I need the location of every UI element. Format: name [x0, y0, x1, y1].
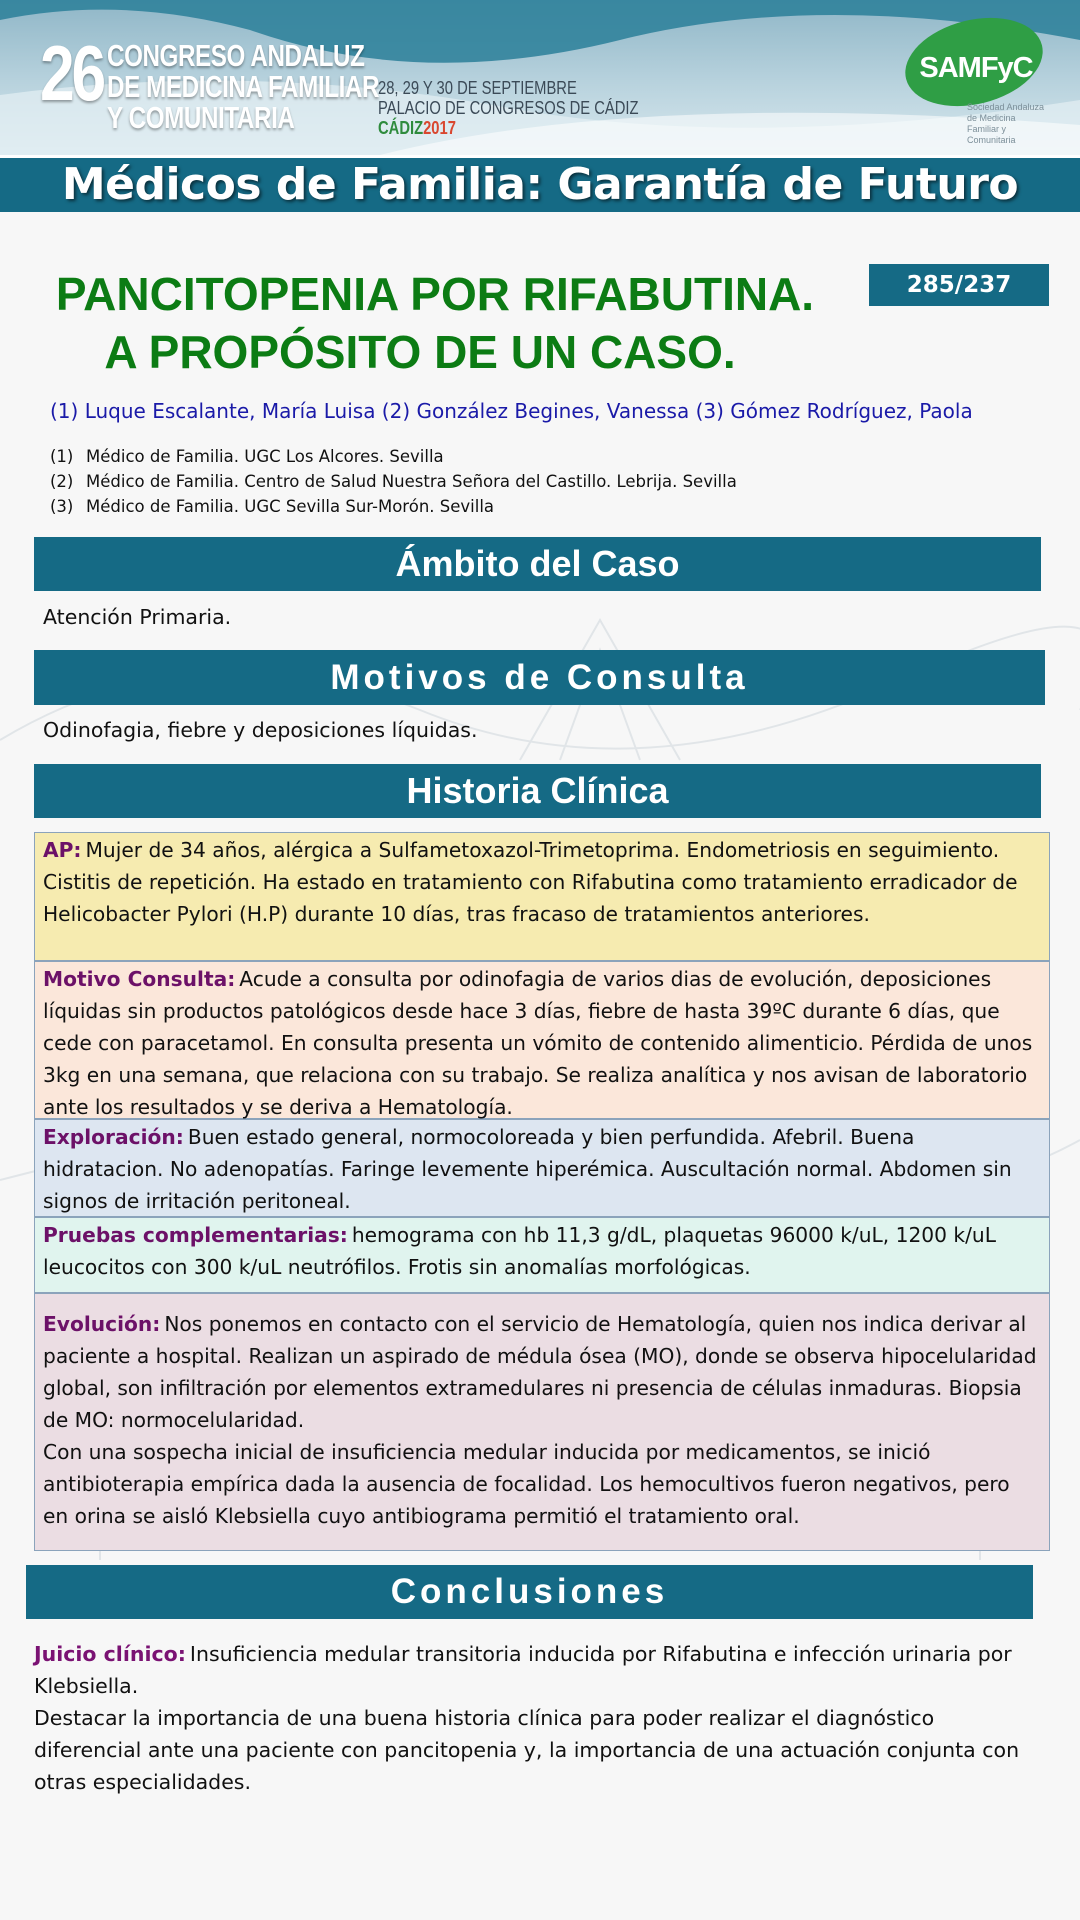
- section-heading-conclusiones: Conclusiones: [26, 1565, 1033, 1619]
- section-heading-ambito: Ámbito del Caso: [34, 537, 1041, 591]
- edition-number: 26: [40, 29, 104, 117]
- history-box-pruebas: [34, 1217, 1050, 1293]
- evolucion-text-2: Con una sospecha inicial de insuficiencia medular inducida por medicamentos, se inició antibioterapia empírica dada la ausencia de focalidad. Los hemocultivos fueron negativos, pero en orina se aisló Klebsiella cuyo antibiograma permitió el tratamiento oral.: [43, 1440, 1010, 1528]
- congress-title-line: DE MEDICINA FAMILIAR: [107, 69, 380, 104]
- motivos-text: Odinofagia, fiebre y deposiciones líquidas.: [43, 718, 478, 742]
- congress-year: 2017: [423, 118, 456, 138]
- congress-title-line: CONGRESO ANDALUZ: [107, 38, 365, 73]
- samfyc-logo-subtitle: Sociedad Andaluza de Medicina Familiar y Comunitaria: [967, 102, 1045, 145]
- affiliation-item: (2) Médico de Familia. Centro de Salud Nuestra Señora del Castillo. Lebrija. Sevilla: [50, 472, 737, 491]
- poster-title: [20, 265, 880, 381]
- congress-city: CÁDIZ: [378, 118, 424, 138]
- samfyc-logo: SAMFyC: [919, 52, 1033, 84]
- conclusiones-paragraph-2: Destacar la importancia de una buena historia clínica para poder realizar el diagnóstico diferencial ante una paciente con pancitopenia y, la importancia de una actuación conjunta con otras especialidades.: [34, 1706, 1020, 1794]
- affiliation-item: (3) Médico de Familia. UGC Sevilla Sur-Morón. Sevilla: [50, 497, 495, 516]
- poster-title-line1: PANCITOPENIA POR RIFABUTINA.: [55, 268, 815, 320]
- history-box-motivo: [34, 961, 1050, 1119]
- congress-dates: 28, 29 Y 30 DE SEPTIEMBRE: [378, 78, 577, 98]
- exploracion-text: Buen estado general, normocoloreada y bien perfundida. Afebril. Buena hidratacion. No adenopatías. Faringe levemente hiperémica. Auscultación normal. Abdomen sin signos de irritación peritoneal.: [43, 1125, 1012, 1213]
- poster-code-badge: 285/237: [869, 264, 1049, 306]
- congress-info: [378, 78, 696, 138]
- ap-label: AP:: [43, 838, 82, 862]
- evolucion-label: Evolución:: [43, 1312, 161, 1336]
- congress-title-line: Y COMUNITARIA: [107, 100, 295, 135]
- poster-title-line2: A PROPÓSITO DE UN CASO.: [104, 326, 736, 378]
- ambito-text: Atención Primaria.: [43, 605, 232, 629]
- motivo-text: Acude a consulta por odinofagia de varios dias de evolución, deposiciones líquidas sin productos patológicos desde hace 3 días, fiebre de hasta 39ºC durante 6 días, que cede con paracetamol. En consulta presenta un vómito de contenido alimenticio. Pérdida de unos 3kg en una semana, que relaciona con su trabajo. Se realiza analítica y nos avisan de laboratorio ante los resultados y se deriva a Hematología.: [43, 967, 1033, 1119]
- history-box-evolucion: [34, 1293, 1050, 1551]
- section-heading-historia: Historia Clínica: [34, 764, 1041, 818]
- congress-city-year: [378, 118, 639, 138]
- affiliations-list: [50, 444, 737, 519]
- slogan: Médicos de Familia: Garantía de Futuro: [61, 159, 1019, 210]
- juicio-text: Insuficiencia medular transitoria inducida por Rifabutina e infección urinaria por Klebsiella.: [34, 1642, 1012, 1698]
- congress-banner: [0, 0, 1080, 155]
- motivo-label: Motivo Consulta:: [43, 967, 236, 991]
- conclusiones-text: [34, 1638, 1034, 1798]
- pruebas-text: hemograma con hb 11,3 g/dL, plaquetas 96000 k/uL, 1200 k/uL leucocitos con 300 k/uL neutrófilos. Frotis sin anomalías morfológicas.: [43, 1223, 996, 1279]
- affiliation-item: (1) Médico de Familia. UGC Los Alcores. Sevilla: [50, 447, 444, 466]
- history-box-exploracion: [34, 1119, 1050, 1217]
- juicio-label: Juicio clínico:: [34, 1642, 186, 1666]
- congress-venue: PALACIO DE CONGRESOS DE CÁDIZ: [378, 98, 639, 118]
- section-heading-motivos: Motivos de Consulta: [34, 650, 1045, 705]
- evolucion-paragraph: [43, 1308, 1041, 1436]
- conclusiones-paragraph: [34, 1638, 1034, 1702]
- authors: (1) Luque Escalante, María Luisa (2) González Begines, Vanessa (3) Gómez Rodríguez, Paola: [50, 399, 973, 423]
- history-box-ap: [34, 832, 1050, 961]
- ap-text: Mujer de 34 años, alérgica a Sulfametoxazol-Trimetoprima. Endometriosis en seguimiento. Cistitis de repetición. Ha estado en tratamiento con Rifabutina como tratamiento erradicador de Helicobacter Pylori (H.P) durante 10 días, tras fracaso de tratamientos anteriores.: [43, 838, 1018, 926]
- pruebas-label: Pruebas complementarias:: [43, 1223, 348, 1247]
- evolucion-text: Nos ponemos en contacto con el servicio de Hematología, quien nos indica derivar al paciente a hospital. Realizan un aspirado de médula ósea (MO), donde se observa hipocelularidad global, son infiltración por elementos extramedulares ni presencia de células inmaduras. Biopsia de MO: normocelularidad.: [43, 1312, 1037, 1432]
- exploracion-label: Exploración:: [43, 1125, 184, 1149]
- slogan-bar: [0, 155, 1080, 212]
